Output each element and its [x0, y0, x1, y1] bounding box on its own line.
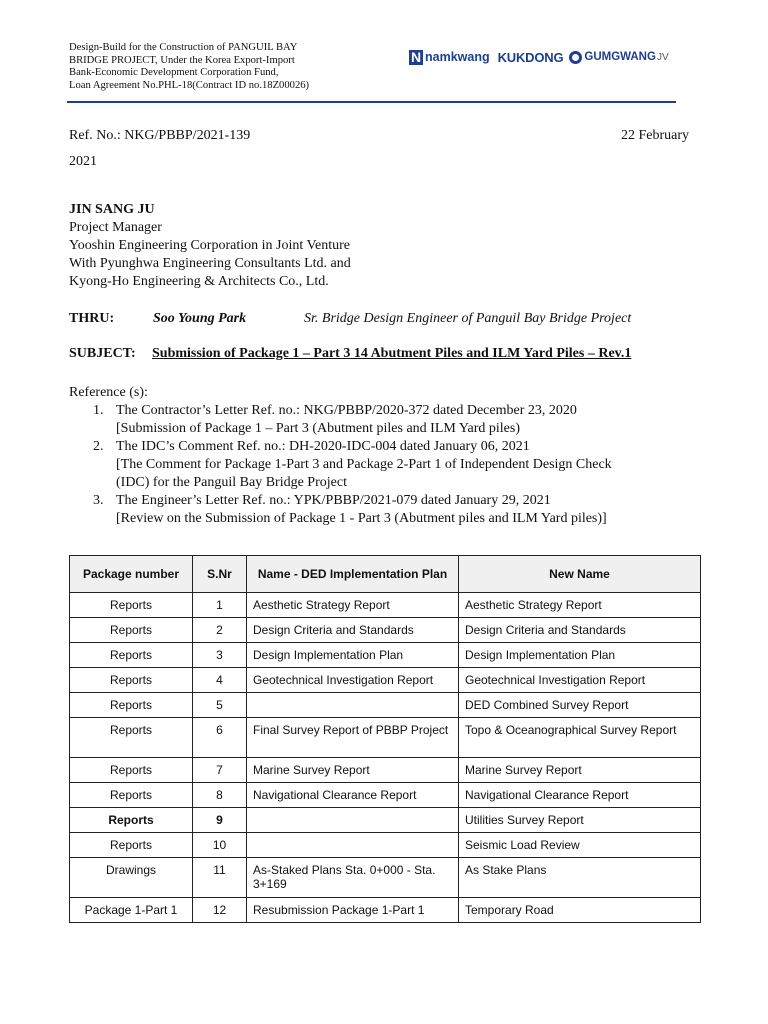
- reference-item-text: The Engineer’s Letter Ref. no.: YPK/PBBP/2021-079 dated January 29, 2021: [116, 493, 551, 508]
- reference-item-number: 2.: [93, 439, 104, 454]
- serial-cell: 2: [193, 618, 247, 643]
- addressee-line: Project Manager: [69, 220, 162, 235]
- serial-cell: 10: [193, 833, 247, 858]
- reference-item-text: [The Comment for Package 1-Part 3 and Package 2-Part 1 of Independent Design Check: [116, 457, 612, 472]
- table-row: [70, 833, 701, 858]
- reference-item-text: [Review on the Submission of Package 1 - Part 3 (Abutment piles and ILM Yard piles)]: [116, 511, 607, 526]
- column-header: Name - DED Implementation Plan: [247, 556, 459, 593]
- serial-cell: 1: [193, 593, 247, 618]
- thru-name: Soo Young Park: [153, 311, 247, 326]
- package-cell: Reports: [70, 808, 193, 833]
- serial-cell: 6: [193, 718, 247, 758]
- new-name-cell: Design Criteria and Standards: [459, 618, 701, 643]
- subject-label: SUBJECT:: [69, 346, 136, 361]
- gumgwang-logo-text: GUMGWANG: [584, 51, 656, 63]
- reference-item-number: 3.: [93, 493, 104, 508]
- namkwang-logo-text: namkwang: [425, 50, 490, 64]
- reference-item-text: [Submission of Package 1 – Part 3 (Abutment piles and ILM Yard piles): [116, 421, 521, 436]
- package-cell: Reports: [70, 758, 193, 783]
- reference-number: Ref. No.: NKG/PBBP/2021-139: [69, 128, 251, 143]
- letterhead-line: Design-Build for the Construction of PANGUIL BAY: [69, 42, 298, 53]
- package-cell: Reports: [70, 643, 193, 668]
- jv-logo-text: JV: [656, 51, 669, 63]
- thru-label: THRU:: [69, 311, 115, 326]
- column-header: Package number: [70, 556, 193, 593]
- table-row: [70, 858, 701, 898]
- new-name-cell: As Stake Plans: [459, 858, 701, 898]
- table-row: [70, 668, 701, 693]
- ded-name-cell: Navigational Clearance Report: [247, 783, 459, 808]
- reference-item-number: 1.: [93, 403, 104, 418]
- thru-title: Sr. Bridge Design Engineer of Panguil Bay Bridge Project: [304, 311, 632, 326]
- table-row: [70, 718, 701, 758]
- package-cell: Reports: [70, 693, 193, 718]
- gumgwang-logo-icon: [569, 51, 582, 64]
- new-name-cell: Marine Survey Report: [459, 758, 701, 783]
- column-header: New Name: [459, 556, 701, 593]
- serial-cell: 12: [193, 898, 247, 923]
- subject-text: Submission of Package 1 – Part 3 14 Abutment Piles and ILM Yard Piles – Rev.1: [152, 346, 632, 361]
- new-name-cell: DED Combined Survey Report: [459, 693, 701, 718]
- jv-logos: [409, 46, 669, 68]
- new-name-cell: Aesthetic Strategy Report: [459, 593, 701, 618]
- package-cell: Reports: [70, 718, 193, 758]
- header-divider: [67, 101, 676, 103]
- new-name-cell: Geotechnical Investigation Report: [459, 668, 701, 693]
- package-cell: Package 1-Part 1: [70, 898, 193, 923]
- table-row: [70, 898, 701, 923]
- serial-cell: 11: [193, 858, 247, 898]
- new-name-cell: Navigational Clearance Report: [459, 783, 701, 808]
- new-name-cell: Design Implementation Plan: [459, 643, 701, 668]
- new-name-cell: Utilities Survey Report: [459, 808, 701, 833]
- serial-cell: 9: [193, 808, 247, 833]
- submission-package-table: [69, 555, 701, 923]
- kukdong-logo-text: KUKDONG: [497, 49, 564, 65]
- table-row: [70, 783, 701, 808]
- reference-item-text: The Contractor’s Letter Ref. no.: NKG/PBBP/2020-372 dated December 23, 2020: [116, 403, 577, 418]
- package-cell: Reports: [70, 593, 193, 618]
- namkwang-logo-icon: N: [410, 48, 422, 65]
- addressee-line: Yooshin Engineering Corporation in Joint Venture: [69, 238, 351, 253]
- ded-name-cell: As-Staked Plans Sta. 0+000 - Sta. 3+169: [247, 858, 459, 898]
- new-name-cell: Temporary Road: [459, 898, 701, 923]
- serial-cell: 5: [193, 693, 247, 718]
- reference-item-text: The IDC’s Comment Ref. no.: DH-2020-IDC-004 dated January 06, 2021: [116, 439, 530, 454]
- addressee-line: Kyong-Ho Engineering & Architects Co., Ltd.: [69, 274, 329, 289]
- letterhead-line: Bank-Economic Development Corporation Fund,: [69, 67, 279, 79]
- package-cell: Reports: [70, 783, 193, 808]
- table-row: [70, 593, 701, 618]
- new-name-cell: Seismic Load Review: [459, 833, 701, 858]
- table-row: [70, 808, 701, 833]
- letterhead-project-info: [69, 42, 309, 92]
- letterhead-line: Loan Agreement No.PHL-18(Contract ID no.18Z00026): [69, 79, 310, 91]
- package-cell: Drawings: [70, 858, 193, 898]
- references-heading: Reference (s):: [69, 385, 148, 400]
- serial-cell: 8: [193, 783, 247, 808]
- table-header-row: [70, 556, 701, 593]
- serial-cell: 3: [193, 643, 247, 668]
- ded-name-cell: Design Implementation Plan: [247, 643, 459, 668]
- addressee-line: With Pyunghwa Engineering Consultants Ltd. and: [69, 256, 351, 271]
- table-row: [70, 618, 701, 643]
- ded-name-cell: [247, 808, 459, 833]
- ded-name-cell: Resubmission Package 1-Part 1: [247, 898, 459, 923]
- reference-item-text: (IDC) for the Panguil Bay Bridge Project: [116, 475, 347, 490]
- package-cell: Reports: [70, 668, 193, 693]
- ded-name-cell: [247, 693, 459, 718]
- letterhead-line: BRIDGE PROJECT, Under the Korea Export-Import: [69, 54, 295, 66]
- serial-cell: 4: [193, 668, 247, 693]
- ded-name-cell: Design Criteria and Standards: [247, 618, 459, 643]
- column-header: S.Nr: [193, 556, 247, 593]
- package-cell: Reports: [70, 618, 193, 643]
- ded-name-cell: Geotechnical Investigation Report: [247, 668, 459, 693]
- serial-cell: 7: [193, 758, 247, 783]
- ded-name-cell: Aesthetic Strategy Report: [247, 593, 459, 618]
- ded-name-cell: Final Survey Report of PBBP Project: [247, 718, 459, 758]
- package-cell: Reports: [70, 833, 193, 858]
- addressee-name: JIN SANG JU: [69, 202, 155, 217]
- letter-date-year: 2021: [69, 154, 97, 169]
- table-row: [70, 758, 701, 783]
- letter-date: 22 February: [621, 128, 690, 143]
- ded-name-cell: [247, 833, 459, 858]
- table-row: [70, 693, 701, 718]
- ded-name-cell: Marine Survey Report: [247, 758, 459, 783]
- table-row: [70, 643, 701, 668]
- new-name-cell: Topo & Oceanographical Survey Report: [459, 718, 701, 758]
